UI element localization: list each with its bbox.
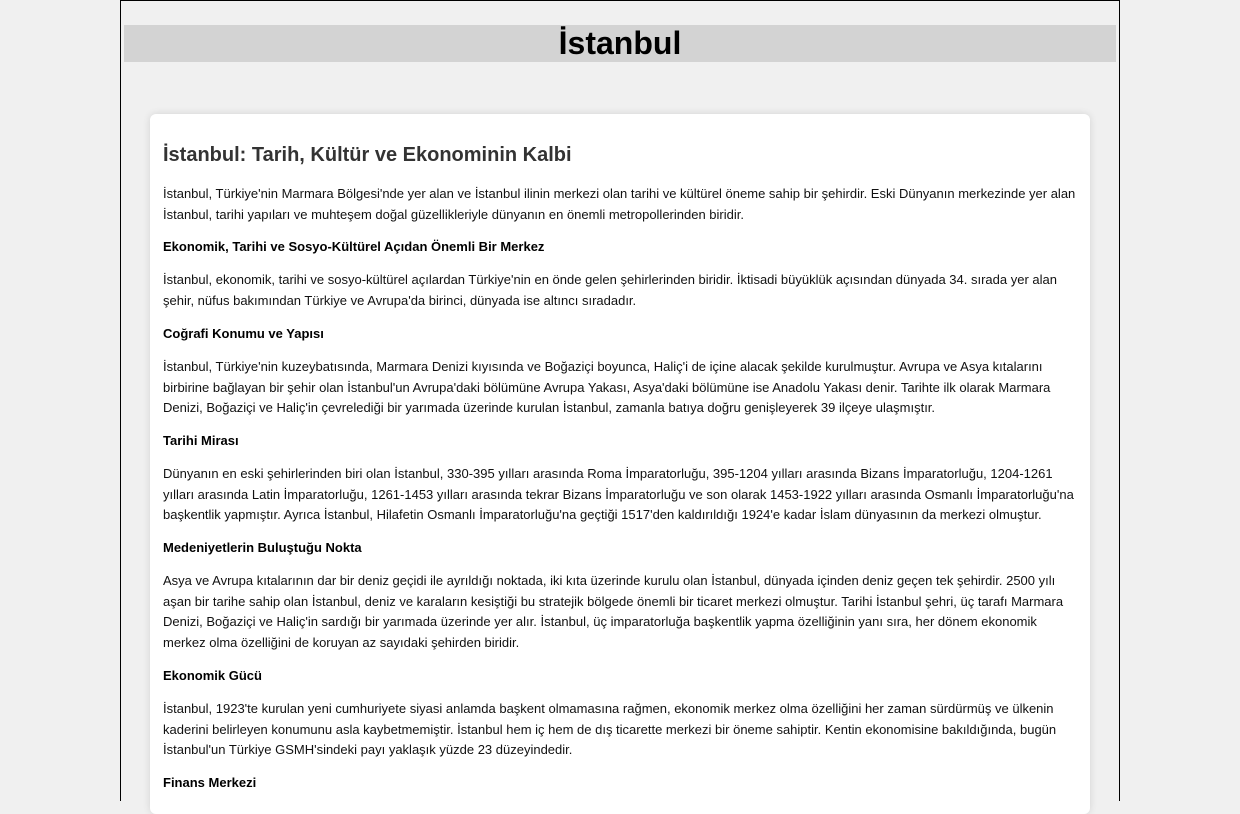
page-frame bbox=[120, 0, 1120, 801]
section-text: İstanbul, Türkiye'nin kuzeybatısında, Marmara Denizi kıyısında ve Boğaziçi boyunca, Haliç'i de içine alacak şekilde kurulmuştur. Avrupa ve Asya kıtalarını birbirine bağlayan bir şehir olan İstanbul'un Avrupa'daki bölümüne Avrupa Yakası, Asya'daki bölümüne ise Anadolu Yakası denir. Tarihte ilk olarak Marmara Denizi, Boğaziçi ve Haliç'in çevrelediği bir yarımada üzerinde kurulan İstanbul, zamanla batıya doğru genişleyerek 39 ilçeye ulaşmıştır. bbox=[163, 358, 1051, 416]
page-title: İstanbul bbox=[558, 25, 682, 61]
section-heading: Ekonomik Gücü bbox=[163, 667, 262, 683]
article-title: İstanbul: Tarih, Kültür ve Ekonominin Kalbi bbox=[163, 144, 572, 166]
article-card bbox=[150, 114, 1090, 814]
section-heading: Medeniyetlerin Buluştuğu Nokta bbox=[163, 540, 362, 556]
section-text: Asya ve Avrupa kıtalarının dar bir deniz geçidi ile ayrıldığı noktada, iki kıta üzerinde kurulu olan İstanbul, dünyada içinden deniz geçen tek şehirdir. 2500 yılı aşan bir tarihe sahip olan İstanbul, deniz ve karaların kesiştiği bu stratejik bölgede önemli bir ticaret merkezi olmuştur. Tarihi İstanbul şehri, üç tarafı Marmara Denizi, Boğaziçi ve Haliç'in sardığı bir yarımada üzerinde yer alır. İstanbul, üç imparatorluğa başkentlik yapma özelliğinin yanı sıra, her dönem ekonomik merkez olma özelliğini de koruyan az sayıdaki şehirden biridir. bbox=[163, 573, 1064, 651]
section-heading: Finans Merkezi bbox=[163, 774, 257, 790]
section-heading: Ekonomik, Tarihi ve Sosyo-Kültürel Açıdan Önemli Bir Merkez bbox=[163, 239, 545, 255]
section-heading: Tarihi Mirası bbox=[163, 432, 239, 448]
section-text: Dünyanın en eski şehirlerinden biri olan İstanbul, 330-395 yılları arasında Roma İmparatorluğu, 395-1204 yılları arasında Bizans İmparatorluğu, 1204-1261 yılları arasında Latin İmparatorluğu, 1261-1453 yılları arasında tekrar Bizans İmparatorluğu ve son olarak 1453-1922 yılları arasında Osmanlı İmparatorluğu'na başkentlik yapmıştır. Ayrıca İstanbul, Hilafetin Osmanlı İmparatorluğu'na geçtiği 1517'den kaldırıldığı 1924'e kadar İslam dünyasının da merkezi olmuştur. bbox=[163, 465, 1074, 523]
header-band bbox=[124, 25, 1116, 62]
article-intro: İstanbul, Türkiye'nin Marmara Bölgesi'nde yer alan ve İstanbul ilinin merkezi olan tarihi ve kültürel öneme sahip bir şehirdir. Eski Dünyanın merkezinde yer alan İstanbul, tarihi yapıları ve muhteşem doğal güzellikleriyle dünyanın en önemli metropollerinden biridir. bbox=[163, 186, 1076, 222]
section-heading: Coğrafi Konumu ve Yapısı bbox=[163, 325, 324, 341]
section-text: İstanbul, ekonomik, tarihi ve sosyo-kültürel açılardan Türkiye'nin en önde gelen şehirlerinden biridir. İktisadi büyüklük açısından dünyada 34. sırada yer alan şehir, nüfus bakımından Türkiye ve Avrupa'da birinci, dünyada ise altıncı sıradadır. bbox=[163, 272, 1057, 309]
section-text: İstanbul, 1923'te kurulan yeni cumhuriyete siyasi anlamda başkent olmamasına rağmen, ekonomik merkez olma özelliğini her zaman sürdürmüş ve ülkenin kaderini belirleyen konumunu asla kaybetmemiştir. İstanbul hem iç hem de dış ticarette merkezi bir öneme sahiptir. Kentin ekonomisine bakıldığında, bugün İstanbul'un Türkiye GSMH'sindeki payı yaklaşık yüzde 23 düzeyindedir. bbox=[163, 700, 1057, 758]
